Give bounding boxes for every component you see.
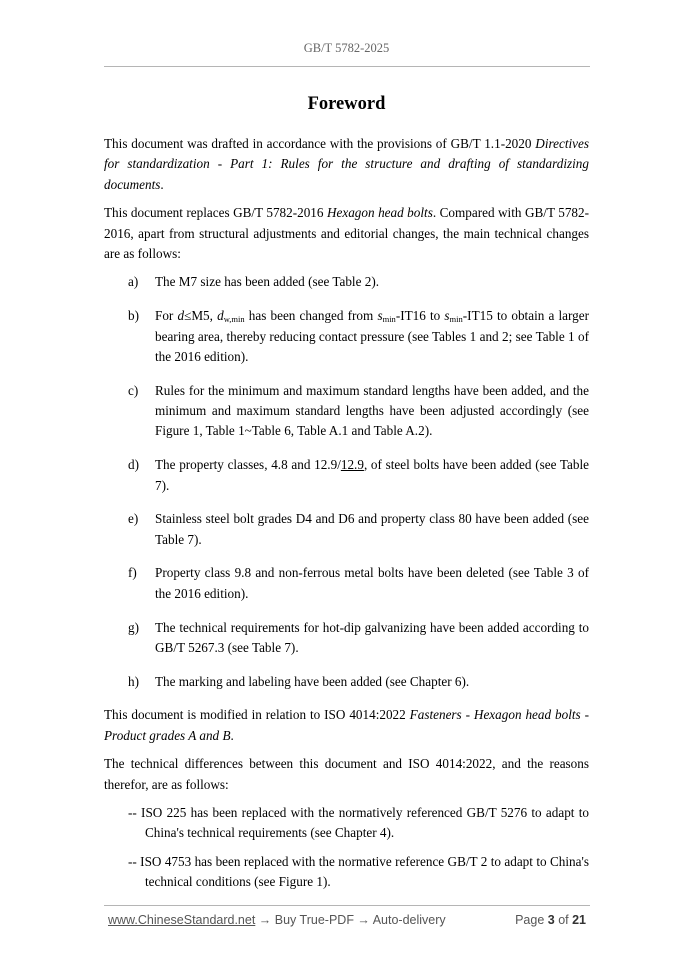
paragraph-replaces [104,203,589,264]
list-item-a [104,272,589,292]
page-indicator [515,913,586,927]
paragraph-text: . [160,176,164,192]
standard-title-italic: Hexagon head bolts [326,205,433,221]
list-text: ≤M5, [184,308,218,324]
list-text: -IT15 to obtain a larger bearing area, thereby reducing contact pressure (see Tables 1 and 2; see Table 1 of the 2016 edition). [155,308,589,364]
page-footer [108,913,586,931]
paragraph-differences: The technical differences between this document and ISO 4014:2022, and the reasons therefor, are as follows: [104,756,589,792]
paragraph-text: This document was drafted in accordance with the provisions of GB/T 1.1-2020 [104,136,536,151]
subscript: min [382,314,396,325]
technical-changes-list [104,272,589,692]
difference-item: -- ISO 225 has been replaced with the normatively referenced GB/T 5276 to adapt to China's technical requirements (see Chapter 4). [128,804,589,841]
arrow-icon: → [255,913,275,927]
list-item-f [104,563,589,604]
page-total: 21 [572,913,586,927]
list-item-d [104,455,589,496]
list-label: c) [128,382,139,398]
paragraph-text: . [230,727,234,743]
paragraph-drafting [104,134,589,195]
subscript: min [449,314,463,325]
page-number: 3 [547,913,555,927]
auto-delivery-text: Auto-delivery [372,913,446,927]
list-label: e) [128,511,139,527]
list-text: The technical requirements for hot-dip galvanizing have been added according to GB/T 5267.3 (see Table 7). [155,619,589,655]
list-text: , of steel bolts have been added (see Table 7). [155,457,589,493]
arrow-icon: → [353,913,373,927]
list-text: -IT16 to [395,308,445,324]
list-label: h) [128,673,139,689]
list-text: The M7 size has been added (see Table 2). [155,274,380,290]
buy-true-pdf-text: Buy True-PDF [274,913,354,927]
paragraph-text: This document is modified in relation to ISO 4014:2022 [104,707,410,723]
list-text: Stainless steel bolt grades D4 and D6 and property class 80 have been added (see Table 7). [155,511,589,547]
list-item-b [104,306,589,367]
paragraph-text: This document replaces GB/T 5782-2016 [104,205,327,221]
subscript: w,min [223,314,245,325]
symbol-s: s [444,308,450,324]
symbol-s: s [377,308,383,324]
paragraph-text: . Compared with GB/T 5782-2016, apart from structural adjustments and editorial changes, the main technical changes are as follows: [104,205,590,262]
list-text: The marking and labeling have been added (see Chapter 6). [155,673,470,689]
header-divider [104,66,590,67]
list-text: Rules for the minimum and maximum standard lengths have been added, and the minimum and maximum standard lengths have been adjusted accordingly (see Figure 1, Table 1~Table 6, Table A.1 and Table A.2). [155,382,589,439]
list-label: f) [128,565,137,581]
header-doc-code: GB/T 5782-2025 [303,41,390,55]
list-text: For [155,308,178,324]
list-text: has been changed from [244,308,378,324]
paragraph-modified [104,705,589,746]
footer-divider [104,905,590,906]
list-text: Property class 9.8 and non-ferrous metal bolts have been deleted (see Table 3 of the 2016 edition). [155,565,589,601]
underlined-class: 12.9 [340,457,364,473]
list-label: g) [128,619,139,635]
footer-links [108,913,446,927]
symbol-d: d [177,308,185,324]
list-item-e [104,509,589,550]
chinesestandard-link[interactable]: www.ChineseStandard.net [108,913,256,927]
list-label: d) [128,457,139,473]
list-label: b) [128,308,139,324]
list-text: The property classes, 4.8 and 12.9/ [155,457,341,473]
list-item-c [104,381,589,442]
standard-title-italic: Fasteners - Hexagon head bolts - Product grades A and B [104,707,589,743]
page-label: Page [515,913,548,927]
foreword-body [104,134,589,901]
of-label: of [554,913,573,927]
symbol-dw: d [217,308,224,324]
list-label: a) [128,274,139,290]
list-item-h [104,672,589,692]
page-title: Foreword [307,94,386,114]
difference-item: -- ISO 4753 has been replaced with the normative reference GB/T 2 to adapt to China's technical conditions (see Figure 1). [128,853,589,890]
list-item-g [104,618,589,659]
standard-title-italic: Directives for standardization - Part 1: Rules for the structure and drafting of standardizing documents [104,136,589,192]
